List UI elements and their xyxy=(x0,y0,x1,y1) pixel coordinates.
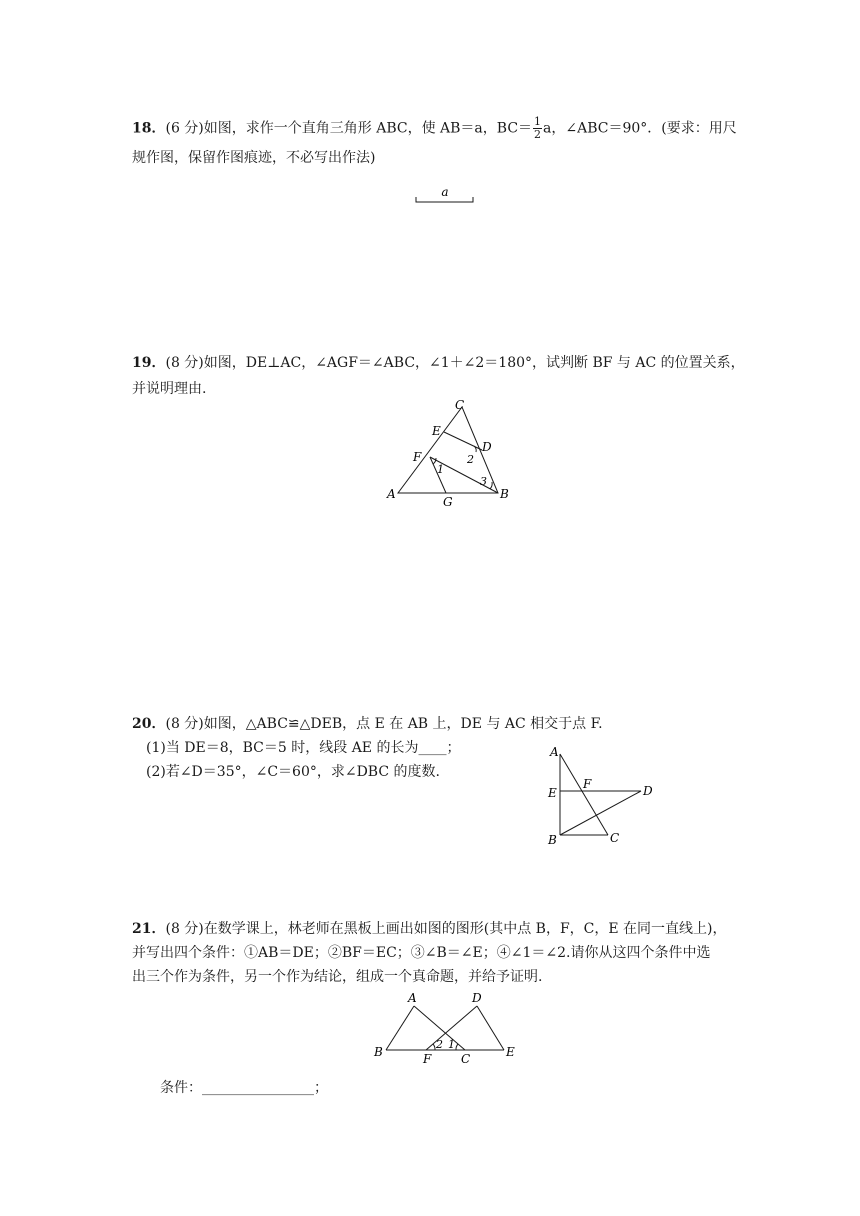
q19-line-2: 并说明理由. xyxy=(132,381,207,397)
q21-segment-ab xyxy=(386,1006,414,1050)
q21-line-3: 出三个作为条件，另一个作为结论，组成一个真命题，并给予证明. xyxy=(132,969,543,985)
q20-line-1 xyxy=(132,713,732,735)
q20-number: 20． xyxy=(132,716,166,732)
q19-label-d: D xyxy=(482,440,492,454)
question-19 xyxy=(132,352,745,400)
q21-line-1 xyxy=(132,918,732,940)
question-21 xyxy=(132,918,732,988)
q21-number: 21． xyxy=(132,921,166,937)
q18-segment-figure xyxy=(410,184,480,208)
q19-label-g: G xyxy=(443,495,453,509)
q21-label-angle-2: 2 xyxy=(436,1038,443,1051)
q19-label-b: B xyxy=(500,487,509,501)
q19-label-a: A xyxy=(387,487,396,501)
q21-angle-2-arc xyxy=(433,1044,435,1050)
q18-number: 18． xyxy=(132,120,166,137)
q21-text: (8 分)在数学课上，林老师在黑板上画出如图的图形(其中点 B，F，C，E 在同一直线上)， xyxy=(165,921,727,937)
q20-triangle-figure xyxy=(540,740,665,850)
q19-text: (8 分)如图，DE⊥AC，∠AGF＝∠ABC，∠1＋∠2＝180°，试判断 BF 与 AC 的位置关系， xyxy=(165,355,745,371)
q18-frac-den: 2 xyxy=(534,128,542,141)
q19-triangle-figure xyxy=(380,396,520,511)
q19-angle-3-arc xyxy=(490,482,492,489)
q19-line-1 xyxy=(132,352,745,374)
q21-label-f: F xyxy=(423,1052,432,1066)
q20-label-f: F xyxy=(583,777,592,791)
q18-line-2: 规作图，保留作图痕迹，不必写出作法) xyxy=(132,150,376,166)
q19-label-angle-2: 2 xyxy=(467,453,474,466)
q19-label-angle-3: 3 xyxy=(480,475,487,488)
q21-triangles-figure xyxy=(370,990,520,1070)
q20-line-2: (1)当 DE＝8，BC＝5 时，线段 AE 的长为____； xyxy=(146,740,461,756)
q18-fraction xyxy=(533,116,542,141)
q18-line-1 xyxy=(132,115,737,141)
q20-label-a: A xyxy=(550,745,559,759)
q20-line-3: (2)若∠D＝35°，∠C＝60°，求∠DBC 的度数. xyxy=(146,764,440,780)
q21-condition-blank[interactable]: ________________ xyxy=(202,1080,314,1096)
q21-label-a: A xyxy=(408,991,417,1005)
q20-segment-db xyxy=(560,791,641,835)
q20-label-d: D xyxy=(643,784,653,798)
q21-condition-label: 条件： xyxy=(160,1080,202,1096)
q20-text: (8 分)如图，△ABC≌△DEB，点 E 在 AB 上，DE 与 AC 相交于点 F. xyxy=(165,716,603,732)
q21-segment-de xyxy=(477,1006,504,1050)
q21-line-2: 并写出四个条件：①AB＝DE；②BF＝EC；③∠B＝∠E；④∠1＝∠2.请你从这四个条件中选 xyxy=(132,945,711,961)
q21-label-e: E xyxy=(506,1045,515,1059)
q18-frac-num: 1 xyxy=(534,115,542,128)
q18-text-a: (6 分)如图，求作一个直角三角形 ABC，使 AB＝a，BC＝ xyxy=(165,120,533,137)
q21-label-b: B xyxy=(374,1045,383,1059)
q21-condition-line xyxy=(160,1077,760,1099)
q21-label-d: D xyxy=(472,991,482,1005)
q20-segment-ac xyxy=(560,754,608,835)
q19-label-angle-1: 1 xyxy=(437,463,444,476)
q19-number: 19． xyxy=(132,355,166,371)
q21-angle-1-arc xyxy=(456,1044,458,1050)
q21-label-angle-1: 1 xyxy=(448,1038,455,1051)
q19-label-e: E xyxy=(432,424,441,438)
question-18 xyxy=(132,115,737,169)
q20-label-b: B xyxy=(548,833,557,847)
q21-condition-end: ； xyxy=(314,1080,328,1096)
q21-label-c: C xyxy=(461,1052,471,1066)
q20-label-c: C xyxy=(610,831,620,845)
q19-label-f: F xyxy=(413,450,422,464)
q18-segment-label: a xyxy=(441,185,449,199)
q18-text-b: a，∠ABC＝90°．(要求：用尺 xyxy=(543,120,737,137)
q20-label-e: E xyxy=(548,786,557,800)
q19-label-c: C xyxy=(455,398,465,412)
